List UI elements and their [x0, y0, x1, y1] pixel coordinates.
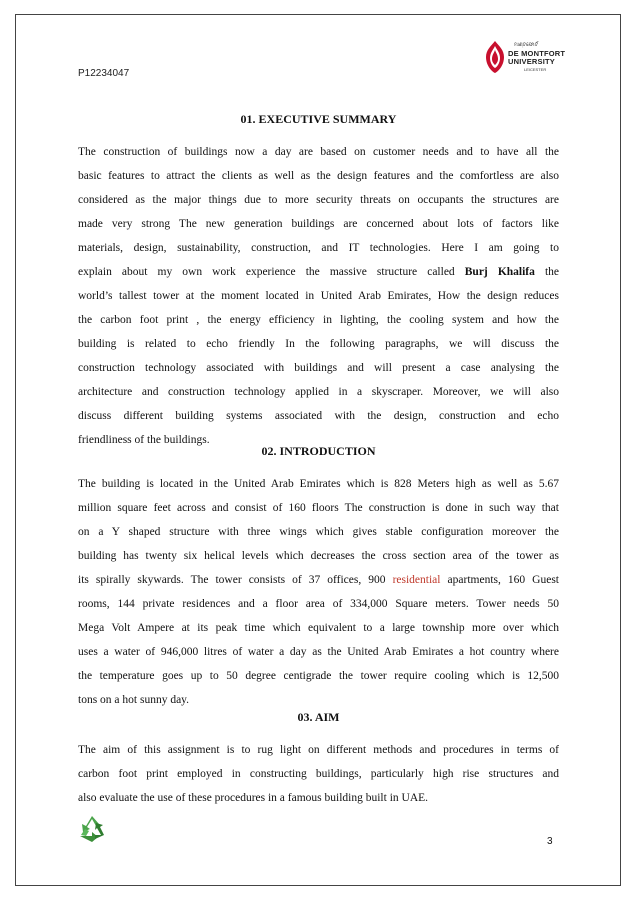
executive-summary-heading: 01. EXECUTIVE SUMMARY	[240, 112, 397, 126]
paragraph-line: building is related to echo friendly In the following paragraphs, we will discuss the	[78, 338, 559, 350]
logo-line2: UNIVERSITY	[508, 57, 556, 66]
paragraph-line: tons on a hot sunny day.	[78, 694, 190, 706]
student-id: P12234047	[78, 68, 130, 79]
paragraph-line: basic features to attract the clients as well as the design features and the comfortless are also	[78, 170, 559, 182]
paragraph-line: carbon foot print employed in constructing buildings, particularly high rise structures and	[78, 768, 559, 780]
paragraph-line-with-bold	[78, 260, 559, 284]
crest-icon	[484, 40, 506, 74]
paragraph-line: discuss different building systems associated with the design, construction and echo	[78, 410, 559, 422]
paragraph-line: architecture and construction technology applied in a skyscraper. Moreover, we will also	[78, 386, 559, 398]
paragraph-line: construction technology associated with buildings and will present a case analysing the	[78, 362, 559, 374]
paragraph-line: world’s tallest tower at the moment located in United Arab Emirates, How the design reduces	[78, 290, 559, 302]
paragraph-line: Mega Volt Ampere at its peak time which equivalent to a large township more over which	[78, 622, 559, 634]
paragraph-line: million square feet across and consist of 160 floors The construction is done in such way that	[78, 502, 559, 514]
introduction-paragraph	[78, 472, 559, 712]
paragraph-line: The building is located in the United Arab Emirates which is 828 Meters high as well as 5.67	[78, 478, 559, 490]
paragraph-line: The construction of buildings now a day are based on customer needs and to have all the	[78, 146, 559, 158]
executive-summary-paragraph	[78, 140, 559, 452]
logo-small-text: ମାଣ୍ଟଫୋର୍ଟ	[514, 42, 539, 48]
paragraph-text: the	[544, 266, 559, 278]
paragraph-line: the temperature goes up to 50 degree centigrade the tower require cooling which is 12,500	[78, 670, 559, 682]
paragraph-text: its spirally skywards. The tower consists of 37 offices, 900	[78, 574, 386, 586]
paragraph-line: rooms, 144 private residences and a floor area of 334,000 Square meters. Tower needs 50	[78, 598, 559, 610]
logo-line1: DE MONTFORT	[508, 49, 566, 58]
introduction-heading: 02. INTRODUCTION	[261, 444, 376, 458]
paragraph-line: friendliness of the buildings.	[78, 434, 210, 446]
paragraph-text: explain about my own work experience the massive structure called	[78, 266, 455, 278]
paragraph-text: apartments, 160 Guest	[447, 574, 560, 586]
university-logo	[484, 40, 574, 76]
paragraph-line: building has twenty six helical levels which decreases the cross section area of the tower as	[78, 550, 559, 562]
aim-heading: 03. AIM	[297, 710, 340, 724]
paragraph-line: uses a water of 946,000 litres of water a day as the United Arab Emirates a hot country where	[78, 646, 559, 658]
paragraph-line: The aim of this assignment is to rug light on different methods and procedures in terms of	[78, 744, 559, 756]
paragraph-line: considered as the major things due to more security threats on occupants the structures are	[78, 194, 559, 206]
paragraph-line: on a Y shaped structure with three wings which gives stable configuration moreover the	[78, 526, 559, 538]
paragraph-line-with-highlight	[78, 568, 559, 592]
recycle-icon	[78, 813, 106, 843]
paragraph-line: also evaluate the use of these procedures in a famous building built in UAE.	[78, 792, 429, 804]
aim-paragraph	[78, 738, 559, 810]
paragraph-line: materials, design, sustainability, construction, and IT technologies. Here I am going to	[78, 242, 559, 254]
paragraph-line: made very strong The new generation buildings are concerned about lots of factors like	[78, 218, 559, 230]
highlighted-word: residential	[392, 574, 441, 586]
logo-line3: LEICESTER	[524, 67, 547, 72]
page-number: 3	[547, 836, 553, 847]
paragraph-line: the carbon foot print , the energy efficiency in lighting, the cooling system and how the	[78, 314, 559, 326]
bold-term: Burj Khalifa	[464, 266, 535, 278]
